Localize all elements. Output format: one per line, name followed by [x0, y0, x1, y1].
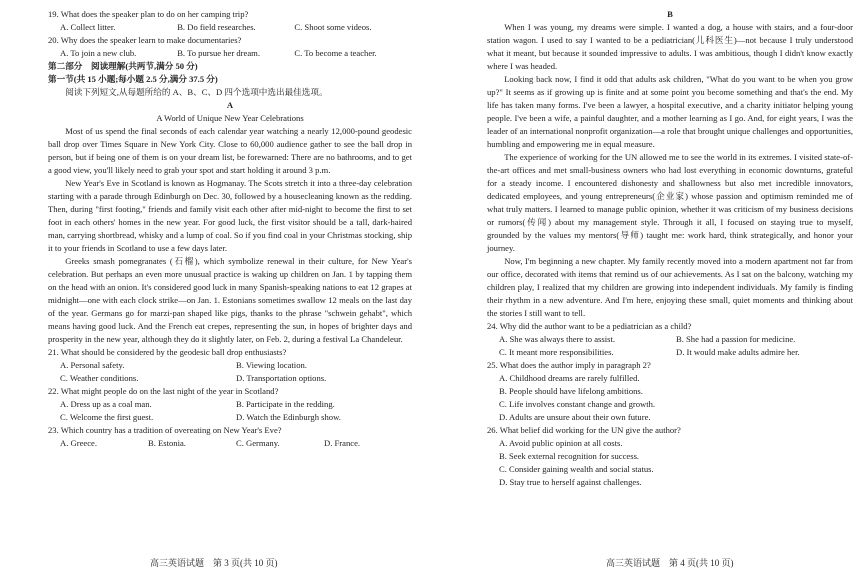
q24-option-c: C. It meant more responsibilities. [499, 347, 614, 357]
section-2-part-1-heading: 第一节(共 15 小题;每小题 2.5 分,满分 37.5 分) [48, 74, 218, 84]
q26-option-c: C. Consider gaining wealth and social status. [499, 464, 654, 474]
q25-stem: 25. What does the author imply in paragraph 2? [487, 360, 651, 370]
passage-a-paragraph: Most of us spend the final seconds of each calendar year watching a nearly 12,000-pound geodesic ball drop over Times Square in New York City. Close to 60,000 audience gather to see the ball drop in person, but if being one of them is on your dream list, be forewarned: There are no bathrooms, and to get a good view, you'll likely need to grab your spot and start holding it around 3 p.m. [48, 126, 412, 175]
page-3 [48, 8, 412, 450]
q19-stem: 19. What does the speaker plan to do on her camping trip? [48, 9, 249, 19]
q24-option-a: A. She was always there to assist. [499, 334, 615, 344]
q20-option-a: A. To join a new club. [60, 48, 137, 58]
q22-option-b: B. Participate in the redding. [236, 399, 335, 409]
passage-b-paragraph: Now, I'm beginning a new chapter. My family recently moved into a modern apartment not far from our office, decorated with items that remind us of our achievements. As I sat on the balcony, watching my children play, I realized that my children are growing into independent individuals. My family is finding their rhythm in a new adventure. And I'm here, enjoying these small, quiet moments and thinking about the stories I still want to tell. [487, 256, 853, 318]
q26-stem: 26. What belief did working for the UN give the author? [487, 425, 681, 435]
page-4 [487, 8, 853, 489]
q23-option-b: B. Estonia. [148, 438, 186, 448]
passage-b-paragraph: When I was young, my dreams were simple. I wanted a dog, a house with stairs, and a four-door station wagon. I used to say I wanted to be a pediatrician(儿科医生)—not because I truly understood what it meant, but because it sounded impressive to adults. I was ambitious, though I didn't know exactly where I was headed. [487, 22, 853, 71]
passage-a-paragraph: New Year's Eve in Scotland is known as Hogmanay. The Scots stretch it into a three-day celebration starting with a parade through Edinburgh on Dec. 30, followed by a housecleaning known as the redding. Then, during "first footing," friends and family visit each other after mid-night to become the first to set foot in each others' homes in the new year. For good luck, the first visitor should be a tall, dark-haired man, carrying shortbread, whisky and a lump of coal. So if you find coal in your Christmas stocking, ship it to your friends in Scotland to use a few days later. [48, 178, 412, 253]
q21-option-a: A. Personal safety. [60, 360, 125, 370]
q24-stem: 24. Why did the author want to be a pediatrician as a child? [487, 321, 692, 331]
page-3-footer: 高三英语试题 第 3 页(共 10 页) [150, 558, 278, 568]
q22-option-c: C. Welcome the first guest. [60, 412, 154, 422]
q21-option-b: B. Viewing location. [236, 360, 307, 370]
q21-options [48, 359, 412, 372]
passage-a-paragraph: Greeks smash pomegranates (石榴), which symbolize renewal in their culture, for New Year's celebration. But perhaps an even more unusual practice is waking up children on Jan. 1 by tapping them on the head with an onion. It's considered good luck in many Spanish-speaking nations to eat 12 grapes at midnight—one with each clock strike—on Jan. 1. Estonians sometimes swallow 12 meals on the last day of the year. Germans go for marzi-pan shaped like pigs, thanks to the phrase "schwein gehabt", which means having good luck. And the French eat crepes, representing the sun, in hopes of brighter days and prosperity in the new year, although they do it slightly later, on Feb. 2, during a festival La Chandeleur. [48, 256, 412, 344]
q25-option-a: A. Childhood dreams are rarely fulfilled. [499, 373, 640, 383]
q23-option-d: D. France. [324, 438, 361, 448]
q22-option-d: D. Watch the Edinburgh show. [236, 412, 341, 422]
q20-option-c: C. To become a teacher. [294, 48, 377, 58]
q24-option-d: D. It would make adults admire her. [676, 347, 800, 357]
q25-option-b: B. People should have lifelong ambitions. [499, 386, 643, 396]
q20-option-b: B. To pursue her dream. [177, 48, 260, 58]
q19-option-a: A. Collect litter. [60, 22, 116, 32]
q22-stem: 22. What might people do on the last night of the year in Scotland? [48, 386, 279, 396]
page-4-footer: 高三英语试题 第 4 页(共 10 页) [606, 558, 734, 568]
q24-option-b: B. She had a passion for medicine. [676, 334, 796, 344]
q26-option-d: D. Stay true to herself against challenges. [499, 477, 642, 487]
q23-stem: 23. Which country has a tradition of overeating on New Year's Eve? [48, 425, 282, 435]
passage-b-paragraph: The experience of working for the UN allowed me to see the world in its extremes. I visited state-of-the-art offices and met small-business owners who had lost everything in economic downturns, grateful for a steady income. I encountered dishonesty and shallowness but also met incredible innovators, dedicated employees, and young entrepreneurs(企业家) whose passion and optimism reminded me of what truly matters. I learned to manage public opinion, whether it was criticism of my business decisions or rumors(传闻) about my management style. Through it all, I focused on staying true to myself, grounded by the values my mentors(导师) taught me: work hard, think strategically, and honor your journey. [487, 152, 853, 253]
q21-options [48, 372, 412, 385]
q26-option-a: A. Avoid public opinion at all costs. [499, 438, 623, 448]
q23-option-a: A. Greece. [60, 438, 97, 448]
q19-option-b: B. Do field researches. [177, 22, 256, 32]
q22-options [48, 398, 412, 411]
q21-stem: 21. What should be considered by the geodesic ball drop enthusiasts? [48, 347, 287, 357]
q19-option-c: C. Shoot some videos. [294, 22, 372, 32]
passage-a-title: A World of Unique New Year Celebrations [156, 113, 304, 123]
q23-options [48, 437, 412, 450]
q23-option-c: C. Germany. [236, 438, 280, 448]
q22-options [48, 411, 412, 424]
q24-options [487, 346, 853, 359]
section-2-heading: 第二部分 阅读理解(共两节,满分 50 分) [48, 61, 198, 71]
instruction: 阅读下列短文,从每题所给的 A、B、C、D 四个选项中选出最佳选项。 [65, 87, 328, 97]
passage-b-paragraph: Looking back now, I find it odd that adults ask children, "What do you want to be when you grow up?" It seems as if growing up is finite and at some point you become something and that's the end. My life has taken many forms. I've been a lawyer, a hospital executive, and a charity initiator helping young people. I've been a wife, a painful daughter, and a mother learning as I go. And, for eight years, I was the leader of an international nonprofit organization—a role that brought unique challenges and opportunities, humbling and empowering me in equal measure. [487, 74, 853, 149]
q20-stem: 20. Why does the speaker learn to make documentaries? [48, 35, 242, 45]
q20-options [48, 47, 412, 60]
q22-option-a: A. Dress up as a coal man. [60, 399, 152, 409]
q25-option-c: C. Life involves constant change and growth. [499, 399, 656, 409]
passage-a-label: A [226, 100, 234, 110]
q25-option-d: D. Adults are unsure about their own future. [499, 412, 651, 422]
q21-option-d: D. Transportation options. [236, 373, 327, 383]
passage-b-label: B [667, 9, 673, 19]
q24-options [487, 333, 853, 346]
q21-option-c: C. Weather conditions. [60, 373, 139, 383]
q26-option-b: B. Seek external recognition for success. [499, 451, 640, 461]
q19-options [48, 21, 412, 34]
